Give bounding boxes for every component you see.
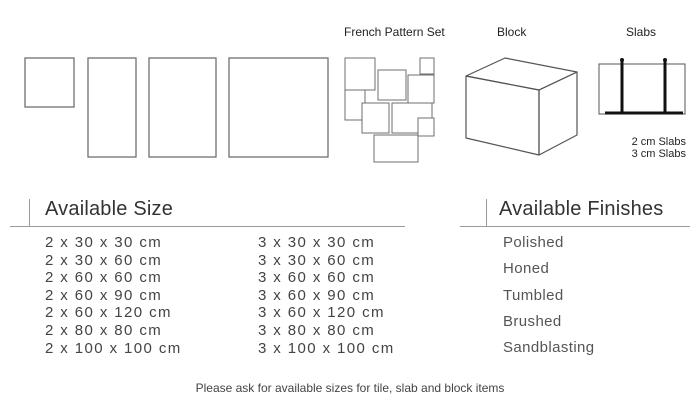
slabs-icon — [599, 58, 685, 114]
finish-item: Brushed — [503, 313, 562, 330]
size-row: 3 x 60 x 90 cm — [258, 286, 376, 304]
finish-item: Honed — [503, 260, 550, 277]
block-icon — [466, 58, 577, 155]
size-row: 2 x 60 x 90 cm — [45, 286, 163, 304]
size-row: 3 x 60 x 120 cm — [258, 304, 385, 322]
size-row: 3 x 30 x 30 cm — [258, 234, 376, 251]
finish-item: Polished — [503, 234, 564, 251]
available-finishes-title: Available Finishes — [499, 198, 664, 220]
size-row: 2 x 80 x 80 cm — [45, 321, 163, 339]
french-pattern-header: French Pattern Set — [344, 25, 445, 39]
size-row: 2 x 30 x 60 cm — [45, 251, 163, 269]
size-row: 3 x 80 x 80 cm — [258, 321, 376, 339]
size-row: 2 x 60 x 120 cm — [45, 304, 172, 322]
french-pattern-icon — [345, 58, 434, 162]
size-row: 2 x 30 x 30 cm — [45, 234, 163, 251]
slabs-header: Slabs — [626, 25, 657, 39]
tile-60x60 — [149, 58, 216, 157]
size-rule — [10, 226, 405, 227]
slabs-note-2cm: 2 cm Slabs — [631, 136, 686, 148]
size-row: 3 x 30 x 60 cm — [258, 251, 376, 269]
tile-30x60 — [88, 58, 136, 157]
tile-large — [229, 58, 328, 157]
size-row: 2 x 60 x 60 cm — [45, 269, 163, 287]
finishes-divider-tick — [486, 199, 487, 226]
finishes-rule — [460, 226, 690, 227]
available-size-title: Available Size — [45, 198, 174, 220]
footer-note: Please ask for available sizes for tile, slab and block items — [195, 381, 505, 395]
tile-30x30 — [25, 58, 74, 107]
size-column-left — [45, 234, 182, 357]
size-row: 2 x 100 x 100 cm — [45, 339, 182, 357]
slabs-note — [632, 136, 686, 160]
slabs-note-3cm: 3 cm Slabs — [631, 148, 686, 160]
finish-item: Sandblasting — [503, 339, 595, 356]
finish-item: Tumbled — [503, 287, 564, 304]
size-column-right — [258, 234, 395, 357]
size-row: 3 x 60 x 60 cm — [258, 269, 376, 287]
size-divider-tick — [29, 199, 30, 226]
block-header: Block — [497, 25, 527, 39]
size-row: 3 x 100 x 100 cm — [258, 339, 395, 357]
